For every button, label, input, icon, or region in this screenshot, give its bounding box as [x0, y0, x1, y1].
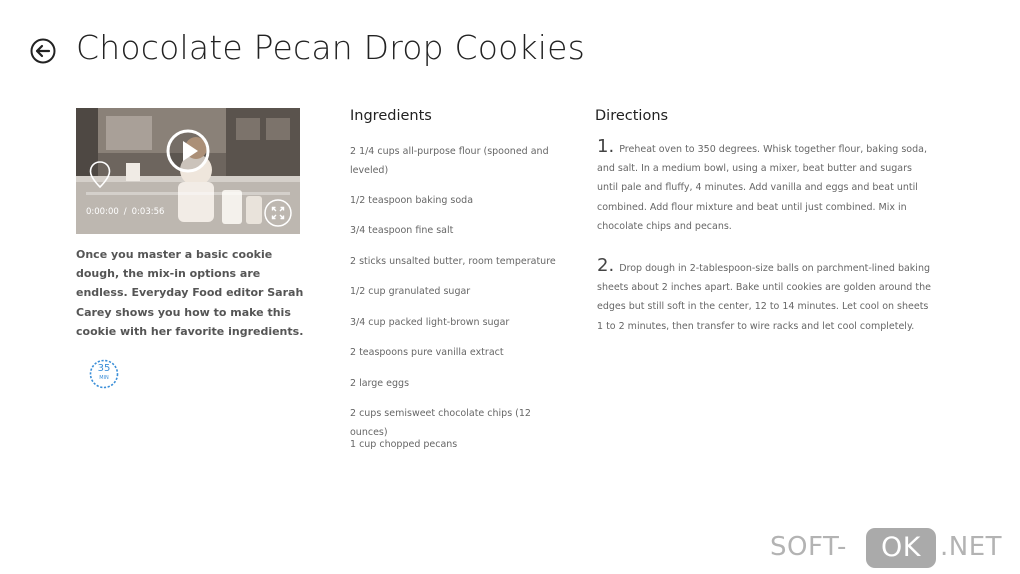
step-text: Preheat oven to 350 degrees. Whisk together flour, baking soda, and salt. In a medium bowl, using a mixer, beat butter and sugars until pale and fluffy, 4 minutes. Add vanilla and eggs and beat until combined. Add flour mixture and beat until just combined. Mix in chocolate chips and pecans.	[597, 144, 927, 232]
watermark-soft: SOFT-	[770, 532, 847, 562]
ingredient-item: 2 1/4 cups all-purpose flour (spooned and leveled)	[350, 146, 549, 177]
direction-step	[597, 137, 933, 236]
video-duration: 0:03:56	[131, 207, 165, 217]
ingredient-item: 3/4 teaspoon fine salt	[350, 225, 454, 236]
video-progress-bar[interactable]	[86, 192, 290, 195]
video-player[interactable]	[76, 108, 300, 234]
video-current-time: 0:00:00	[86, 207, 119, 217]
ingredient-item: 2 large eggs	[350, 378, 410, 389]
back-arrow-icon[interactable]	[30, 38, 56, 64]
ingredient-item: 1/2 teaspoon baking soda	[350, 195, 474, 206]
step-number: 1.	[597, 136, 615, 157]
step-text: Drop dough in 2-tablespoon-size balls on parchment-lined baking sheets about 2 inches apart. Bake until cookies are golden around the edges but still soft in the center, 12 to 14 minutes. Let cool on sheets 1 to 2 minutes, then transfer to wire racks and let cool completely.	[597, 263, 931, 332]
location-pin-icon	[88, 160, 112, 190]
ingredient-item: 1 cup chopped pecans	[350, 439, 458, 450]
recipe-description: Once you master a basic cookie dough, the mix-in options are endless. Everyday Food editor Sarah Carey shows you how to make this cookie with her favorite ingredients.	[76, 248, 304, 338]
timer-icon	[88, 358, 120, 390]
timer-unit: MIN	[99, 375, 109, 381]
video-time-display	[86, 207, 164, 217]
ingredient-item: 2 cups semisweet chocolate chips (12 ounces)	[350, 408, 531, 439]
watermark-ok: OK	[866, 528, 936, 568]
play-icon[interactable]	[165, 128, 211, 174]
video-time-separator: /	[123, 207, 127, 217]
page-title: Chocolate Pecan Drop Cookies	[76, 28, 586, 67]
ingredient-item: 2 sticks unsalted butter, room temperature	[350, 256, 556, 267]
step-number: 2.	[597, 255, 615, 276]
timer-value: 35	[97, 363, 111, 374]
ingredients-heading: Ingredients	[350, 108, 432, 124]
direction-step	[597, 256, 933, 336]
fullscreen-icon[interactable]	[263, 198, 293, 228]
ingredient-item: 1/2 cup granulated sugar	[350, 286, 471, 297]
ingredient-item: 3/4 cup packed light-brown sugar	[350, 317, 510, 328]
directions-heading: Directions	[595, 108, 669, 124]
watermark-net: .NET	[940, 532, 1003, 562]
ingredient-item: 2 teaspoons pure vanilla extract	[350, 347, 504, 358]
